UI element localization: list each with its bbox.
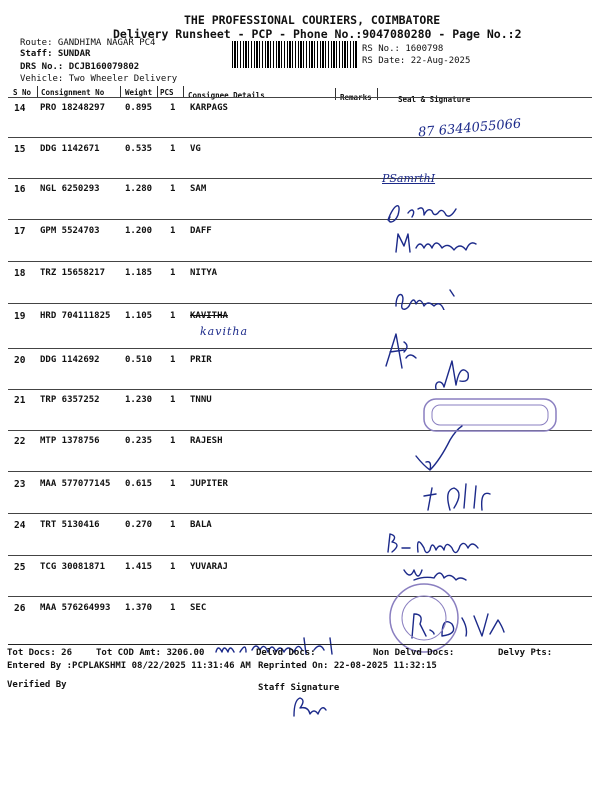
row-sno: 14 xyxy=(14,103,26,114)
row-separator xyxy=(8,389,592,390)
row-consignee: YUVARAJ xyxy=(190,562,228,572)
row-weight: 0.510 xyxy=(125,355,153,365)
non-delivered-docs: Non Delvd Docs: xyxy=(373,648,455,658)
rs-date: RS Date: 22-Aug-2025 xyxy=(362,56,471,66)
col-remarks: Remarks xyxy=(340,93,372,102)
row-weight: 1.200 xyxy=(125,226,153,236)
row-pcs: 1 xyxy=(170,144,176,154)
reprinted-on: Reprinted On: 22-08-2025 11:32:15 xyxy=(258,661,437,671)
row-consignee: BALA xyxy=(190,520,212,530)
row-sno: 15 xyxy=(14,144,26,155)
row16-handwritten-name: PSamrthI xyxy=(382,172,436,185)
signature-row19 xyxy=(380,328,420,373)
row-consignment-no: DDG 1142692 xyxy=(40,355,100,365)
col-consignee: Consignee Details xyxy=(188,91,265,100)
row-consignment-no: MAA 576264993 xyxy=(40,603,111,613)
row-sno: 16 xyxy=(14,184,26,195)
row-sno: 23 xyxy=(14,479,26,490)
row-pcs: 1 xyxy=(170,311,176,321)
office-stamp xyxy=(420,395,560,437)
signature-row20 xyxy=(430,355,475,395)
row-consignment-no: TRT 5130416 xyxy=(40,520,100,530)
row-pcs: 1 xyxy=(170,479,176,489)
col-divider xyxy=(335,88,336,100)
col-pcs: PCS xyxy=(160,88,174,97)
row-weight: 1.415 xyxy=(125,562,153,572)
company-name: THE PROFESSIONAL COURIERS, COIMBATORE xyxy=(184,13,441,27)
route-label: Route: GANDHIMA NAGAR PC4 xyxy=(20,38,156,48)
row-weight: 0.895 xyxy=(125,103,153,113)
row-consignee: RAJESH xyxy=(190,436,223,446)
signature-row17 xyxy=(392,228,502,258)
staff-signature-scribble xyxy=(288,690,328,720)
row-sno: 24 xyxy=(14,520,26,531)
row-sno: 17 xyxy=(14,226,26,237)
col-divider xyxy=(377,88,378,100)
row-consignment-no: NGL 6250293 xyxy=(40,184,100,194)
row-pcs: 1 xyxy=(170,603,176,613)
row-consignee: PRIR xyxy=(190,355,212,365)
row-separator xyxy=(8,219,592,220)
delivery-points: Delvy Pts: xyxy=(498,648,553,658)
row-separator xyxy=(8,513,592,514)
row-consignee: TNNU xyxy=(190,395,212,405)
vehicle-label: Vehicle: Two Wheeler Delivery xyxy=(20,74,178,84)
signature-row18 xyxy=(392,282,472,310)
row-separator xyxy=(8,596,592,597)
total-docs: Tot Docs: 26 xyxy=(7,648,73,658)
row-pcs: 1 xyxy=(170,184,176,194)
row-weight: 1.280 xyxy=(125,184,153,194)
footer-rule xyxy=(8,644,592,645)
delivered-docs: Delvd Docs: xyxy=(256,648,316,658)
row-separator xyxy=(8,137,592,138)
row-separator xyxy=(8,471,592,472)
row-pcs: 1 xyxy=(170,103,176,113)
row-consignee: NITYA xyxy=(190,268,218,278)
row-pcs: 1 xyxy=(170,355,176,365)
row-weight: 1.185 xyxy=(125,268,153,278)
row14-handwritten-phone: 87 6344055066 xyxy=(417,116,522,141)
row-separator xyxy=(8,303,592,304)
drs-number: DRS No.: DCJB160079802 xyxy=(20,62,140,72)
row-pcs: 1 xyxy=(170,226,176,236)
row-consignee: KAVITHA xyxy=(190,311,228,321)
rs-number: RS No.: 1600798 xyxy=(362,44,444,54)
row-consignment-no: PRO 18248297 xyxy=(40,103,106,113)
signature-row23 xyxy=(420,480,500,515)
barcode xyxy=(232,41,358,68)
row19-remark-handwritten: kavitha xyxy=(200,325,249,338)
entered-by: Entered By :PCPLAKSHMI 08/22/2025 11:31:46 AM xyxy=(7,661,251,671)
row-separator xyxy=(8,178,592,179)
row-sno: 19 xyxy=(14,311,26,322)
row-pcs: 1 xyxy=(170,520,176,530)
row-consignee: SAM xyxy=(190,184,207,194)
col-weight: Weight xyxy=(125,88,153,97)
row-consignment-no: TRZ 15658217 xyxy=(40,268,106,278)
row-weight: 1.370 xyxy=(125,603,153,613)
row-consignment-no: MTP 1378756 xyxy=(40,436,100,446)
row-consignment-no: GPM 5524703 xyxy=(40,226,100,236)
row-sno: 18 xyxy=(14,268,26,279)
staff-label: Staff: SUNDAR xyxy=(20,49,91,59)
row-sno: 25 xyxy=(14,562,26,573)
row-consignee: SEC xyxy=(190,603,207,613)
row-separator xyxy=(8,348,592,349)
row-consignment-no: MAA 577077145 xyxy=(40,479,111,489)
row-consignment-no: HRD 704111825 xyxy=(40,311,111,321)
row-sno: 21 xyxy=(14,395,26,406)
signature-row24 xyxy=(384,528,494,558)
col-consignment: Consignment No xyxy=(41,88,105,97)
row-separator xyxy=(8,97,592,98)
row-consignment-no: DDG 1142671 xyxy=(40,144,100,154)
row-pcs: 1 xyxy=(170,268,176,278)
row-consignee: JUPITER xyxy=(190,479,228,489)
row-sno: 22 xyxy=(14,436,26,447)
row-consignment-no: TRP 6357252 xyxy=(40,395,100,405)
row-consignee: VG xyxy=(190,144,201,154)
col-seal-signature: Seal & Signature xyxy=(398,95,471,104)
col-sno: S No xyxy=(13,88,32,97)
signature-row16 xyxy=(380,195,500,230)
row-weight: 1.230 xyxy=(125,395,153,405)
row-weight: 0.270 xyxy=(125,520,153,530)
row-pcs: 1 xyxy=(170,436,176,446)
row-separator xyxy=(8,555,592,556)
row-pcs: 1 xyxy=(170,395,176,405)
runsheet-title: Delivery Runsheet - PCP - Phone No.:9047080280 - Page No.:2 xyxy=(113,27,522,41)
row-weight: 0.615 xyxy=(125,479,153,489)
row-separator xyxy=(8,261,592,262)
row-consignee: KARPAGS xyxy=(190,103,228,113)
row-weight: 0.235 xyxy=(125,436,153,446)
row-consignment-no: TCG 30081871 xyxy=(40,562,106,572)
verified-by: Verified By xyxy=(7,680,67,690)
row-weight: 1.105 xyxy=(125,311,153,321)
row-pcs: 1 xyxy=(170,562,176,572)
staff-signature-label: Staff Signature xyxy=(258,683,340,693)
row-weight: 0.535 xyxy=(125,144,153,154)
total-cod-amount: Tot COD Amt: 3206.00 xyxy=(96,648,205,658)
row-sno: 20 xyxy=(14,355,26,366)
row-sno: 26 xyxy=(14,603,26,614)
row-consignee: DAFF xyxy=(190,226,212,236)
